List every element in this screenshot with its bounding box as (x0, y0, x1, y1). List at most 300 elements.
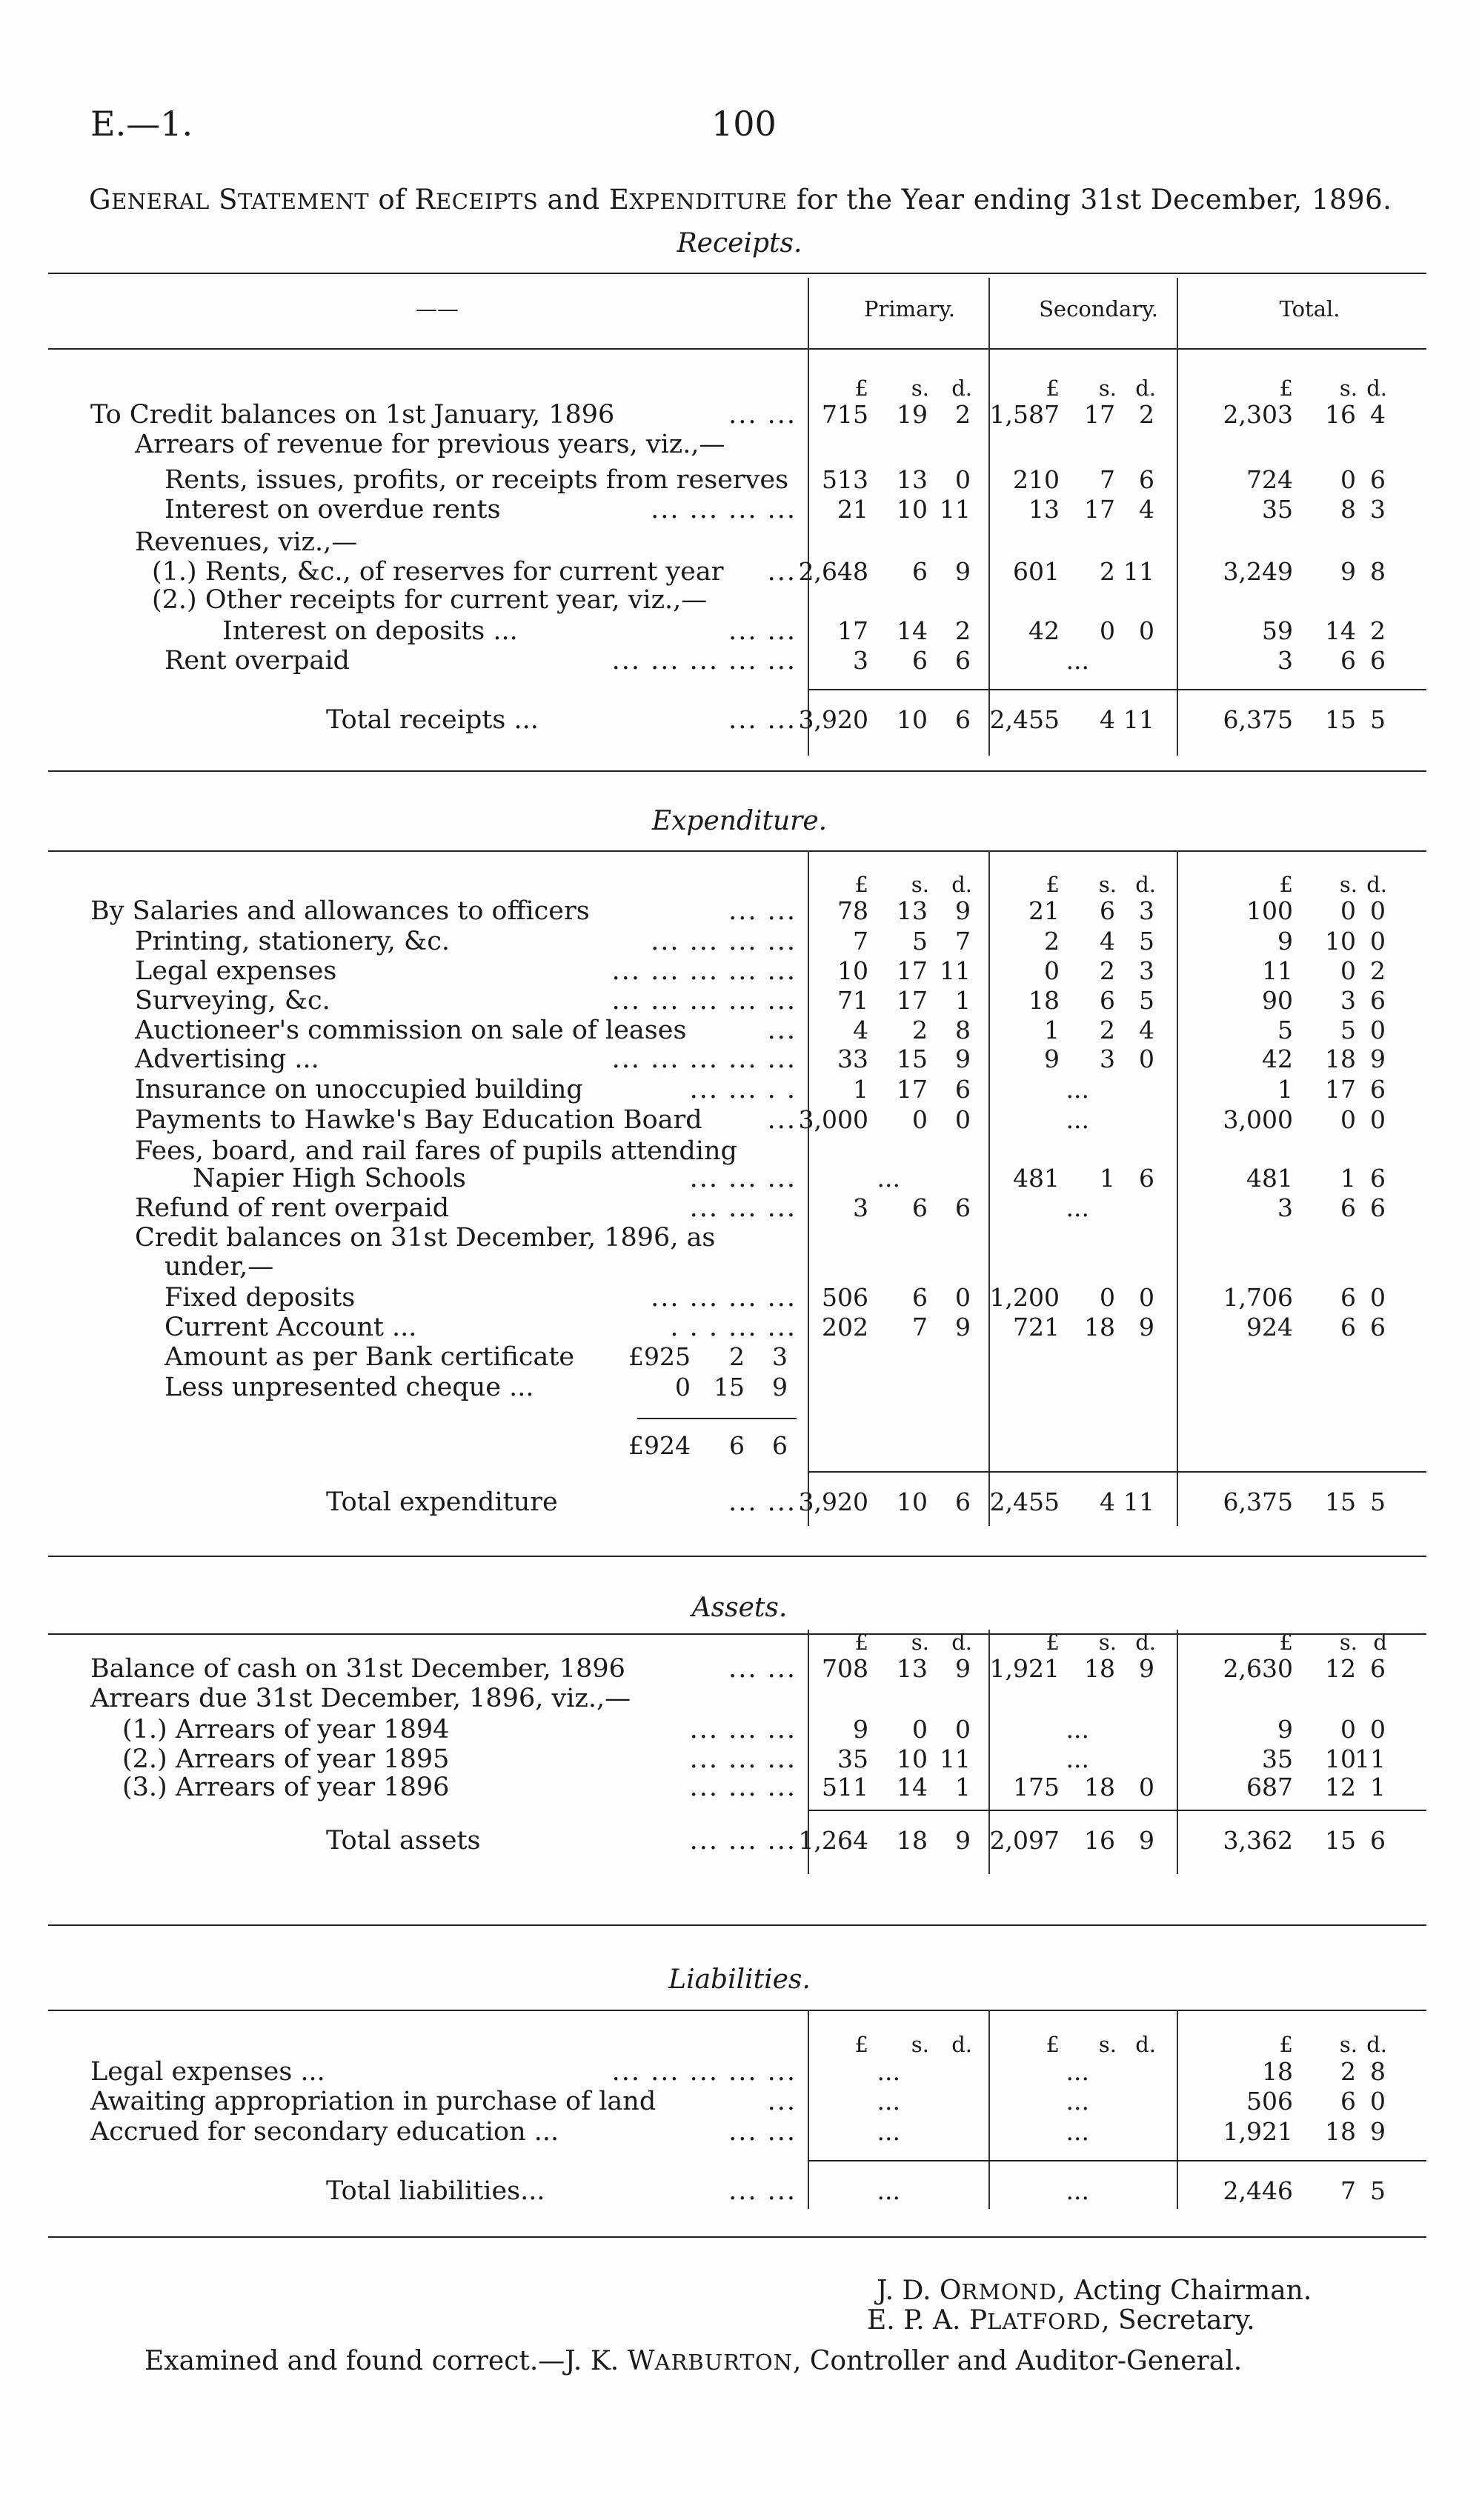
unit-shilling-label: s. (911, 376, 929, 401)
leader-dots: ... ... ... ... ... (611, 986, 797, 1016)
primary-shillings: 0 (912, 1715, 928, 1744)
secondary-blank: ... (1066, 2117, 1089, 2146)
primary-pounds: 35 (837, 1744, 868, 1773)
total-pounds: 42 (1262, 1044, 1293, 1073)
total-pence: 0 (1370, 2087, 1386, 2116)
primary-pounds: 1 (853, 1075, 868, 1104)
leader-dots: ... ... ... ... (651, 1283, 797, 1313)
primary-pounds: 3 (853, 646, 868, 675)
primary-pence: 0 (955, 1715, 971, 1744)
liabilities-rule (48, 2236, 1426, 2238)
primary-pounds: 506 (822, 1283, 868, 1312)
primary-blank: ... (877, 1164, 900, 1193)
bank-subtotal-shillings: 6 (729, 1431, 745, 1460)
secondary-pence: 5 (1139, 927, 1154, 956)
secondary-shillings: 17 (1084, 400, 1115, 429)
secondary-pounds: 1 (1044, 1016, 1060, 1044)
unit-shilling-label: s. (1098, 872, 1117, 897)
total-pounds: 11 (1262, 956, 1293, 985)
column-divider (988, 850, 990, 1526)
primary-pounds: 2,648 (798, 557, 868, 586)
secondary-shillings: 18 (1084, 1654, 1115, 1683)
primary-pounds: 78 (837, 896, 868, 925)
unit-pound-label: £ (1046, 1630, 1060, 1655)
expenditure-heading: Expenditure. (651, 806, 828, 836)
primary-pence: 0 (955, 1105, 971, 1134)
primary-pence: 6 (955, 646, 971, 675)
total-shillings: 17 (1325, 1075, 1356, 1104)
unit-pound-label: £ (854, 2032, 868, 2057)
secondary-pence: 5 (1139, 986, 1154, 1015)
unit-pence-label: d. (1366, 376, 1387, 401)
total-pence: 0 (1370, 1715, 1386, 1744)
grand-total-pounds: 3,362 (1223, 1826, 1293, 1855)
secondary-shillings: 18 (1084, 1313, 1115, 1341)
unit-shilling-label: s. (911, 2032, 929, 2057)
total-pence: 6 (1370, 1313, 1386, 1341)
secondary-shillings: 0 (1100, 1283, 1115, 1312)
total-pounds: 3,249 (1223, 557, 1293, 586)
total-pence: 6 (1370, 1075, 1386, 1104)
primary-pounds: 7 (853, 927, 868, 956)
primary-shillings: 6 (912, 1283, 928, 1312)
primary-blank: ... (877, 2087, 900, 2116)
secondary-shillings: 4 (1100, 927, 1115, 956)
total-rule (808, 2160, 1426, 2161)
unit-pence-label: d. (951, 376, 972, 401)
primary-blank: ... (877, 2117, 900, 2146)
primary-shillings: 6 (912, 1193, 928, 1222)
secondary-pounds: 1,200 (989, 1283, 1060, 1312)
leader-dots: ... ... ... ... ... (611, 956, 797, 986)
total-shillings: 2 (1340, 2057, 1356, 2086)
secondary-pounds: 601 (1013, 557, 1060, 586)
total-pence: 0 (1370, 1105, 1386, 1134)
grand-total-pounds: 2,446 (1223, 2176, 1293, 2205)
column-divider (1177, 1630, 1178, 1874)
unit-shilling-label: s. (1339, 2032, 1357, 2057)
liabilities-heading: Liabilities. (668, 1964, 811, 1995)
primary-pence: 9 (955, 557, 971, 586)
primary-shillings: 7 (912, 1313, 928, 1341)
leader-dots: ... ... ... ... ... (611, 2057, 797, 2087)
receipts-row-label: (1.) Rents, &c., of reserves for current year (152, 557, 724, 587)
total-pounds: 90 (1262, 986, 1293, 1015)
assets-row-label: (3.) Arrears of year 1896 (122, 1773, 450, 1802)
primary-pence: 6 (955, 1193, 971, 1222)
receipts-row-label: Interest on deposits ... (222, 616, 518, 646)
primary-pence: 0 (955, 465, 971, 494)
secondary-shillings: 2 (1100, 956, 1115, 985)
primary-pounds: 3,000 (798, 1105, 868, 1134)
unit-pound-label: £ (1279, 376, 1293, 401)
primary-pounds: 10 (837, 956, 868, 985)
secondary-pounds: 175 (1013, 1773, 1060, 1801)
expenditure-row-label: Legal expenses (135, 956, 337, 986)
expenditure-row-label: Printing, stationery, &c. (135, 927, 450, 956)
secretary-signature: E. P. A. PLATFORD, Secretary. (867, 2305, 1255, 2336)
secondary-pence: 11 (1123, 557, 1154, 586)
primary-pence: 2 (955, 616, 971, 645)
column-divider (988, 278, 990, 756)
secondary-pounds: 9 (1044, 1044, 1060, 1073)
receipts-rule (48, 770, 1426, 772)
leader-dots: ... ... ... ... (651, 927, 797, 956)
primary-pounds: 202 (822, 1313, 868, 1341)
secondary-pence: 0 (1139, 1283, 1154, 1312)
primary-pounds: 17 (837, 616, 868, 645)
secondary-blank: ... (1066, 2087, 1089, 2116)
liabilities-total-label: Total liabilities... (326, 2176, 545, 2206)
total-shillings: 16 (1325, 400, 1356, 429)
total-shillings: 0 (1340, 956, 1356, 985)
auditor-certification: Examined and found correct.—J. K. WARBURTON, Controller and Auditor-General. (144, 2346, 1243, 2376)
secondary-shillings: 17 (1084, 495, 1115, 524)
unit-pound-label: £ (854, 1630, 868, 1655)
primary-pence: 9 (955, 1654, 971, 1683)
total-pounds: 59 (1262, 616, 1293, 645)
leader-dots: ... (767, 1016, 797, 1045)
unit-pound-label: £ (1046, 376, 1060, 401)
grand-total-pounds: 6,375 (1223, 1487, 1293, 1516)
unit-pence-label: d. (951, 1630, 972, 1655)
primary-column-header: Primary. (863, 296, 956, 321)
primary-shillings: 13 (897, 896, 928, 925)
primary-pence: 7 (955, 927, 971, 956)
secondary-pounds: 18 (1028, 986, 1060, 1015)
grand-total-shillings: 15 (1325, 705, 1356, 734)
expenditure-total-label: Total expenditure (326, 1487, 558, 1517)
expenditure-row-label: Fixed deposits (164, 1283, 356, 1313)
total-pence: 1 (1370, 1773, 1386, 1801)
unit-pence-label: d. (1135, 376, 1156, 401)
unit-shilling-label: s. (911, 872, 929, 897)
primary-pounds: 3 (853, 1193, 868, 1222)
total-pounds: 3,000 (1223, 1105, 1293, 1134)
primary-pence: 9 (955, 896, 971, 925)
bank-subtotal-rule (637, 1418, 797, 1419)
primary-total-pounds: 3,920 (798, 705, 868, 734)
assets-row-label: (1.) Arrears of year 1894 (122, 1715, 450, 1744)
secondary-blank: ... (1066, 2057, 1089, 2086)
assets-rule (48, 1924, 1426, 1926)
total-shillings: 0 (1340, 465, 1356, 494)
chairman-signature: J. D. ORMOND, Acting Chairman. (877, 2276, 1312, 2306)
primary-pounds: 513 (822, 465, 868, 494)
primary-shillings: 0 (912, 1105, 928, 1134)
expenditure-row-label: Less unpresented cheque ... (164, 1373, 534, 1402)
expenditure-row-label: Payments to Hawke's Bay Education Board (135, 1105, 702, 1135)
column-divider (1177, 850, 1178, 1526)
assets-row-label: Arrears due 31st December, 1896, viz.,— (90, 1684, 631, 1713)
secondary-blank: ... (1066, 646, 1089, 675)
leader-dots: ... ... ... (689, 1744, 797, 1774)
expenditure-row-label: Auctioneer's commission on sale of leases (135, 1016, 687, 1045)
total-pounds: 35 (1262, 1744, 1293, 1773)
secondary-shillings: 18 (1084, 1773, 1115, 1801)
total-pounds: 1 (1277, 1075, 1293, 1104)
unit-pence-label: d (1373, 1630, 1387, 1655)
page-title: GENERAL STATEMENT of RECEIPTS and EXPENDITURE for the Year ending 31st December, 1896. (89, 184, 1392, 216)
secondary-pounds: 42 (1028, 616, 1060, 645)
leader-dots: ... ... ... (689, 1715, 797, 1744)
total-shillings: 12 (1325, 1654, 1356, 1683)
secondary-pounds: 481 (1013, 1164, 1060, 1193)
leader-dots: ... ... (728, 616, 797, 646)
grand-total-pence: 5 (1370, 705, 1386, 734)
total-pence: 0 (1370, 927, 1386, 956)
assets-total-label: Total assets (326, 1826, 481, 1856)
bank-amount-pence: 9 (772, 1373, 788, 1401)
secondary-shillings: 3 (1100, 1044, 1115, 1073)
column-header-rule (48, 348, 1426, 350)
table-top-rule (48, 273, 1426, 274)
primary-pence: 9 (955, 1044, 971, 1073)
leader-dots: ... ... (728, 896, 797, 926)
secondary-total-shillings: 16 (1084, 1826, 1115, 1855)
primary-total-pence: 6 (955, 1487, 971, 1516)
primary-shillings: 13 (897, 1654, 928, 1683)
secondary-blank: ... (1066, 1193, 1089, 1222)
total-shillings: 0 (1340, 1105, 1356, 1134)
liabilities-row-label: Accrued for secondary education ... (90, 2117, 559, 2147)
receipts-row-label: To Credit balances on 1st January, 1896 (90, 400, 615, 430)
secondary-pence: 6 (1139, 465, 1154, 494)
primary-shillings: 5 (912, 927, 928, 956)
total-column-header: Total. (1279, 296, 1340, 321)
secondary-total-pounds: 2,455 (989, 1487, 1060, 1516)
unit-pound-label: £ (1046, 2032, 1060, 2057)
total-pounds: 506 (1246, 2087, 1293, 2116)
leader-dots: ... (767, 557, 797, 587)
leader-dots: ... ... . . (689, 1075, 797, 1104)
expenditure-row-label: under,— (164, 1252, 274, 1281)
unit-shilling-label: s. (1339, 1630, 1357, 1655)
primary-pence: 1 (955, 1773, 971, 1801)
secondary-pence: 2 (1139, 400, 1154, 429)
document-reference: E.—1. (90, 104, 193, 144)
secondary-pence: 9 (1139, 1313, 1154, 1341)
total-pence: 6 (1370, 986, 1386, 1015)
leader-dots: ... ... (728, 2117, 797, 2147)
grand-total-shillings: 15 (1325, 1487, 1356, 1516)
primary-pence: 6 (955, 1075, 971, 1104)
primary-pence: 8 (955, 1016, 971, 1044)
secondary-pence: 9 (1139, 1654, 1154, 1683)
total-shillings: 9 (1340, 557, 1356, 586)
liabilities-row-label: Legal expenses ... (90, 2057, 325, 2087)
leader-dots: ... ... (728, 400, 797, 430)
primary-total-shillings: 10 (897, 705, 928, 734)
receipts-row-label: Rents, issues, profits, or receipts from reserves (164, 465, 789, 495)
total-pence: 6 (1370, 1654, 1386, 1683)
primary-blank: ... (877, 2057, 900, 2086)
secondary-pounds: 21 (1028, 896, 1060, 925)
secondary-total-pence: 11 (1123, 705, 1154, 734)
primary-shillings: 10 (897, 495, 928, 524)
primary-total-blank: ... (877, 2176, 900, 2205)
expenditure-row-label: Fees, board, and rail fares of pupils attending (135, 1136, 737, 1166)
secondary-shillings: 2 (1100, 1016, 1115, 1044)
primary-pence: 11 (940, 495, 971, 524)
unit-shilling-label: s. (1339, 376, 1357, 401)
receipts-row-label: Rent overpaid (164, 646, 350, 676)
total-pounds: 9 (1277, 1715, 1293, 1744)
unit-pound-label: £ (1279, 2032, 1293, 2057)
secondary-shillings: 6 (1100, 896, 1115, 925)
liabilities-rule (48, 2010, 1426, 2011)
secondary-total-pounds: 2,097 (989, 1826, 1060, 1855)
unit-shilling-label: s. (1339, 872, 1357, 897)
secondary-pence: 6 (1139, 1164, 1154, 1193)
total-pounds: 724 (1246, 465, 1293, 494)
secondary-pounds: 2 (1044, 927, 1060, 956)
grand-total-shillings: 15 (1325, 1826, 1356, 1855)
bank-subtotal-pence: 6 (772, 1431, 788, 1460)
secondary-shillings: 7 (1100, 465, 1115, 494)
leader-dots: ... ... ... (689, 1193, 797, 1223)
total-shillings: 0 (1340, 896, 1356, 925)
primary-shillings: 19 (897, 400, 928, 429)
total-pence: 0 (1370, 896, 1386, 925)
secondary-pence: 0 (1139, 1773, 1154, 1801)
column-divider (808, 850, 809, 1526)
primary-shillings: 17 (897, 1075, 928, 1104)
leader-dots: ... ... (728, 705, 797, 735)
grand-total-pounds: 6,375 (1223, 705, 1293, 734)
secondary-total-shillings: 4 (1100, 705, 1115, 734)
primary-pounds: 511 (822, 1773, 868, 1801)
primary-shillings: 6 (912, 646, 928, 675)
total-shillings: 1 (1340, 1164, 1356, 1193)
grand-total-pence: 5 (1370, 2176, 1386, 2205)
leader-dots: ... ... (728, 1654, 797, 1684)
grand-total-shillings: 7 (1340, 2176, 1356, 2205)
leader-dots: ... ... (728, 2176, 797, 2206)
page-number: 100 (711, 104, 777, 144)
leader-dots: ... ... ... (689, 1773, 797, 1802)
unit-pound-label: £ (854, 376, 868, 401)
expenditure-rule (48, 850, 1426, 852)
bank-amount-pounds: £925 (628, 1342, 691, 1371)
primary-pounds: 708 (822, 1654, 868, 1683)
unit-pence-label: d. (951, 872, 972, 897)
column-divider (1177, 278, 1178, 756)
primary-total-pounds: 1,264 (798, 1826, 868, 1855)
total-rule (808, 1471, 1426, 1473)
assets-rule (48, 1633, 1426, 1635)
unit-pence-label: d. (1366, 2032, 1387, 2057)
leader-dots: ... (767, 2087, 797, 2116)
unit-pence-label: d. (1135, 1630, 1156, 1655)
total-pounds: 100 (1246, 896, 1293, 925)
receipts-row-label: Arrears of revenue for previous years, viz.,— (135, 430, 725, 459)
expenditure-rule (48, 1556, 1426, 1557)
unit-pound-label: £ (1279, 872, 1293, 897)
bank-subtotal-pounds: £924 (628, 1431, 691, 1460)
total-shillings: 0 (1340, 1715, 1356, 1744)
total-pence: 3 (1370, 495, 1386, 524)
total-shillings: 18 (1325, 1044, 1356, 1073)
total-pence: 4 (1370, 400, 1386, 429)
total-pounds: 3 (1277, 646, 1293, 675)
total-pence: 2 (1370, 616, 1386, 645)
total-pence: 6 (1370, 1164, 1386, 1193)
expenditure-row-label: Advertising ... (135, 1044, 319, 1074)
total-pounds: 9 (1277, 927, 1293, 956)
expenditure-row-label: Refund of rent overpaid (135, 1193, 450, 1223)
total-pounds: 18 (1262, 2057, 1293, 2086)
total-pounds: 2,303 (1223, 400, 1293, 429)
secondary-pence: 0 (1139, 1044, 1154, 1073)
primary-shillings: 6 (912, 557, 928, 586)
total-pence: 0 (1370, 1016, 1386, 1044)
secondary-total-pence: 11 (1123, 1487, 1154, 1516)
unit-pence-label: d. (1135, 872, 1156, 897)
total-pounds: 35 (1262, 495, 1293, 524)
secondary-total-blank: ... (1066, 2176, 1089, 2205)
total-shillings: 8 (1340, 495, 1356, 524)
total-shillings: 6 (1340, 2087, 1356, 2116)
column-divider (808, 2010, 809, 2209)
total-pence: 8 (1370, 557, 1386, 586)
primary-pounds: 33 (837, 1044, 868, 1073)
secondary-blank: ... (1066, 1075, 1089, 1104)
primary-pence: 11 (940, 1744, 971, 1773)
total-pence: 9 (1370, 2117, 1386, 2146)
total-shillings: 6 (1340, 1313, 1356, 1341)
total-shillings: 6 (1340, 646, 1356, 675)
receipts-row-label: Interest on overdue rents (164, 495, 501, 524)
bank-amount-pence: 3 (772, 1342, 788, 1371)
secondary-pence: 3 (1139, 956, 1154, 985)
unit-pence-label: d. (1366, 872, 1387, 897)
primary-shillings: 13 (897, 465, 928, 494)
secondary-blank: ... (1066, 1715, 1089, 1744)
label-column-dash: —— (416, 296, 459, 321)
total-pounds: 481 (1246, 1164, 1293, 1193)
secondary-pence: 4 (1139, 495, 1154, 524)
unit-shilling-label: s. (1098, 1630, 1117, 1655)
grand-total-pence: 5 (1370, 1487, 1386, 1516)
unit-pound-label: £ (854, 872, 868, 897)
primary-total-pence: 9 (955, 1826, 971, 1855)
total-pounds: 687 (1246, 1773, 1293, 1801)
secondary-column-header: Secondary. (1039, 296, 1158, 321)
bank-amount-pounds: 0 (675, 1373, 691, 1401)
total-pounds: 1,706 (1223, 1283, 1293, 1312)
total-rule (808, 1810, 1426, 1811)
receipts-row-label: (2.) Other receipts for current year, viz.,— (152, 585, 708, 615)
unit-pound-label: £ (1046, 872, 1060, 897)
secondary-pounds: 0 (1044, 956, 1060, 985)
secondary-pounds: 1,921 (989, 1654, 1060, 1683)
leader-dots: ... ... ... (689, 1826, 797, 1856)
column-divider (808, 278, 809, 756)
total-pounds: 2,630 (1223, 1654, 1293, 1683)
primary-pence: 11 (940, 956, 971, 985)
primary-pence: 1 (955, 986, 971, 1015)
unit-pound-label: £ (1279, 1630, 1293, 1655)
leader-dots: ... ... ... ... ... (611, 1044, 797, 1074)
leader-dots: ... ... (728, 1487, 797, 1517)
secondary-blank: ... (1066, 1744, 1089, 1773)
secondary-pounds: 210 (1013, 465, 1060, 494)
column-divider (1177, 2010, 1178, 2209)
column-divider (988, 2010, 990, 2209)
total-shillings: 10 (1325, 927, 1356, 956)
leader-dots: ... ... ... (689, 1164, 797, 1193)
